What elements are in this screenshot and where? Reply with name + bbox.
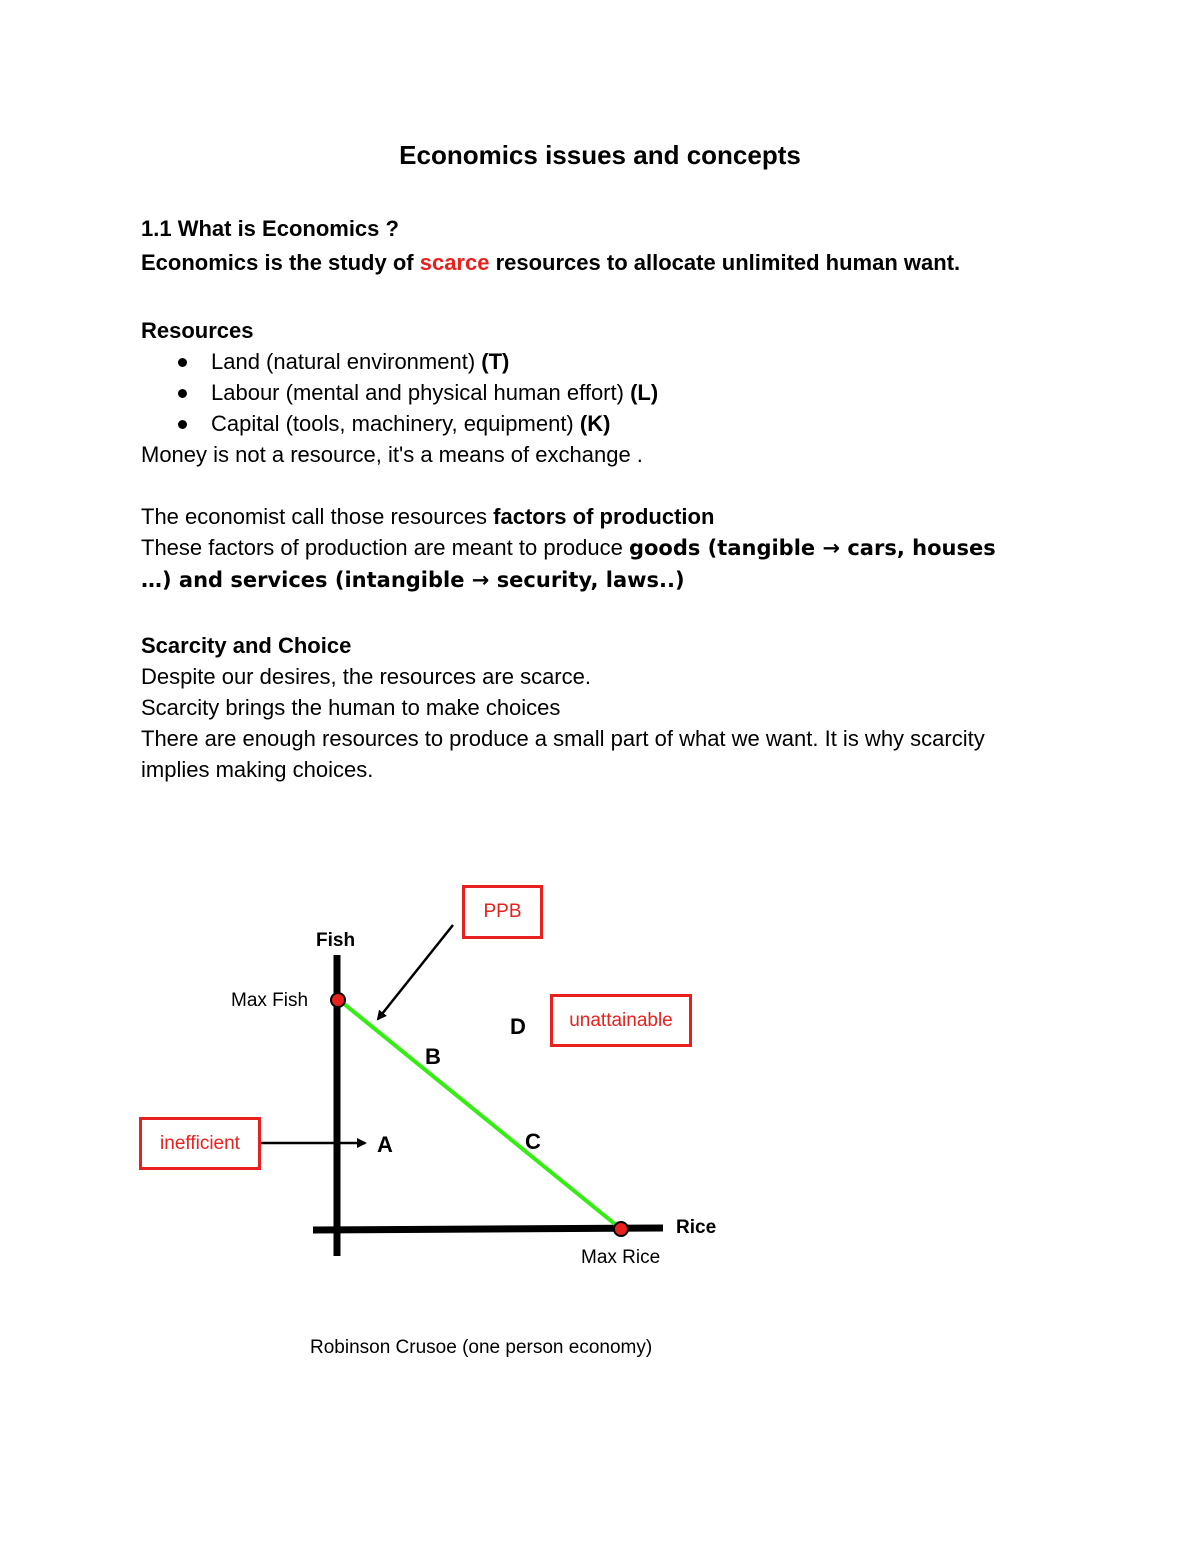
resource-item-text: Land (natural environment) [211,349,482,374]
y-axis-label: Fish [316,930,356,951]
max-fish-label: Max Fish [231,990,309,1011]
money-note: Money is not a resource, it's a means of exchange . [141,442,643,467]
max-rice-point [614,1222,628,1236]
resource-item-abbr: (L) [630,380,659,405]
resource-item-abbr: (K) [579,411,611,436]
scarcity-line: There are enough resources to produce a small part of what we want. It is why scarcity [141,726,985,751]
scarcity-line: Scarcity brings the human to make choices [141,695,561,720]
inefficient-annotation-box: inefficient [139,1117,261,1170]
point-d-label: D [510,1014,526,1039]
diagram-caption: Robinson Crusoe (one person economy) [310,1337,653,1358]
services-description: …) and services (intangible → security, laws..) [141,568,685,592]
max-rice-label: Max Rice [581,1247,661,1268]
point-b-label: B [425,1044,441,1069]
section-heading-resources: Resources [141,318,254,343]
definition-highlight-scarce: scarce [419,250,490,275]
section-heading-scarcity: Scarcity and Choice [141,633,352,658]
factors-text: These factors of production are meant to produce [141,535,629,560]
ppb-pointer-arrow [378,925,453,1019]
factors-bold-term: factors of production [493,504,715,529]
point-c-label: C [525,1129,541,1154]
unattainable-annotation-box: unattainable [550,994,692,1047]
x-axis [313,1228,663,1230]
factors-text: The economist call those resources [141,504,494,529]
scarcity-line: Despite our desires, the resources are scarce. [141,664,591,689]
definition-text-end: resources to allocate unlimited human want. [489,250,961,275]
definition-text-start: Economics is the study of [141,250,420,275]
point-a-label: A [377,1132,393,1157]
resource-item-text: Labour (mental and physical human effort) [211,380,631,405]
section-heading-what-is-economics: 1.1 What is Economics ? [141,216,399,241]
max-fish-point [331,993,345,1007]
ppb-annotation-box: PPB [462,885,543,939]
scarcity-line: implies making choices. [141,757,374,782]
resource-item-text: Capital (tools, machinery, equipment) [211,411,580,436]
document-title: Economics issues and concepts [399,140,801,170]
goods-description: goods (tangible → cars, houses [628,536,996,560]
resource-item-abbr: (T) [481,349,510,374]
x-axis-label: Rice [676,1217,717,1238]
